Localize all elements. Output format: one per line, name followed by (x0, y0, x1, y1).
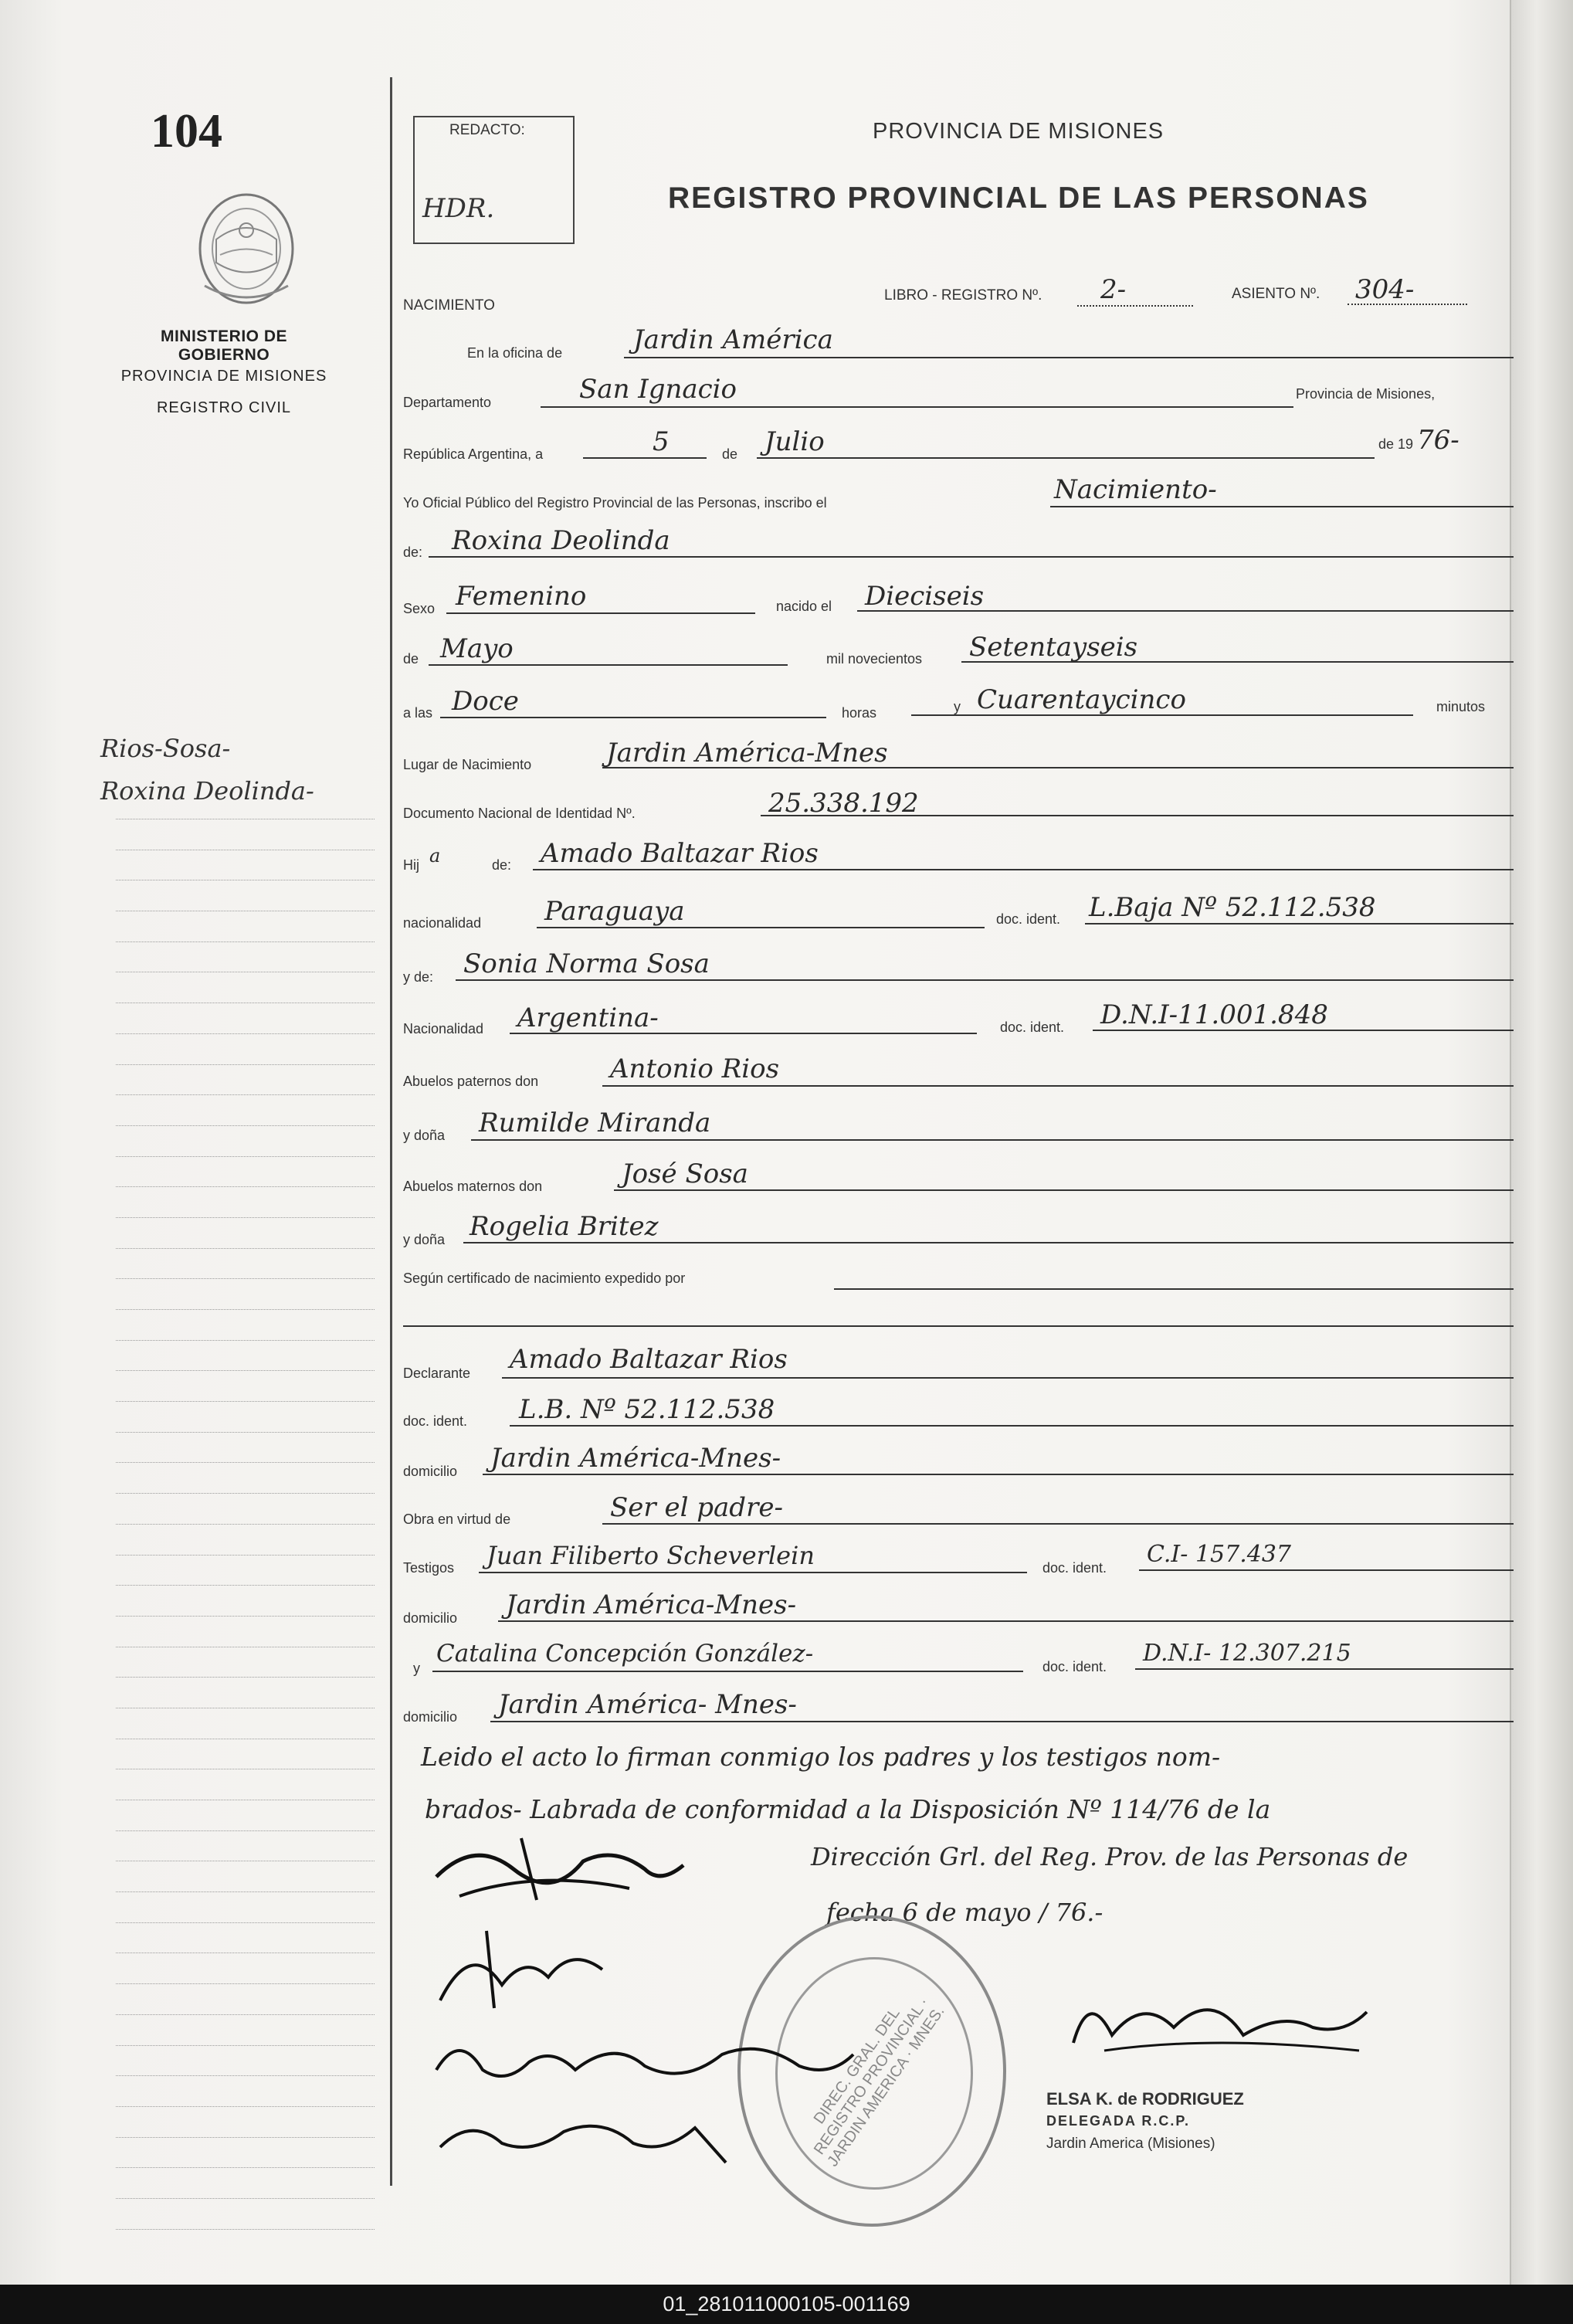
provincia-label: Provincia de Misiones, (1296, 386, 1436, 402)
nacido-label: nacido el (776, 599, 832, 614)
closing-line-2: brados- Labrada de conformidad a la Disposición Nº 114/76 de la (425, 1794, 1271, 1824)
abuela-mat-value: Rogelia Britez (470, 1211, 659, 1242)
doc-t1-value: C.I- 157.437 (1147, 1541, 1292, 1568)
dom-decl-label: domicilio (403, 1464, 458, 1479)
padre-rule (533, 869, 1514, 870)
dom-decl-value: Jardin América-Mnes- (490, 1443, 781, 1474)
nac-madre-rule (510, 1033, 977, 1034)
testigos-label: Testigos (403, 1560, 455, 1576)
obra-rule (602, 1523, 1514, 1525)
registry-heading: REGISTRO PROVINCIAL DE LAS PERSONAS (668, 182, 1369, 215)
nombre-rule (429, 556, 1514, 558)
certificado-label: Según certificado de nacimiento expedido por (403, 1271, 686, 1286)
asiento-value: 304- (1355, 274, 1415, 305)
closing-line-1: Leido el acto lo firman conmigo los padres y los testigos nom- (421, 1742, 1221, 1772)
libro-label: LIBRO - REGISTRO Nº. (884, 287, 1042, 304)
obra-label: Obra en virtud de (403, 1511, 511, 1527)
republica-label: República Argentina, a (403, 446, 544, 462)
testigo1-value: Juan Filiberto Scheverlein (486, 1541, 815, 1570)
province-heading: PROVINCIA DE MISIONES (873, 119, 1164, 144)
hijo-de-label: de: (492, 857, 512, 873)
oficina-rule (624, 357, 1514, 358)
dom-t2-rule (490, 1721, 1514, 1722)
oficina-label: En la oficina de (467, 345, 563, 361)
mes-nac-rule (429, 664, 788, 666)
dom-t1-value: Jardin América-Mnes- (506, 1589, 797, 1620)
declarante-value: Amado Baltazar Rios (510, 1344, 788, 1375)
abuelo-pat-value: Antonio Rios (610, 1053, 780, 1084)
image-caption: 01_281011000105-001169 (0, 2285, 1573, 2324)
margin-note-given-names: Roxina Deolinda- (100, 776, 314, 806)
ministry-name: MINISTERIO DE GOBIERNO (160, 327, 287, 364)
doc-t2-rule (1135, 1668, 1514, 1670)
doc-t1-label: doc. ident. (1042, 1560, 1107, 1576)
horas-label: horas (842, 705, 877, 721)
certificado-rule-2 (403, 1325, 1514, 1327)
mil-label: mil novecientos (826, 651, 923, 667)
redacto-box (413, 116, 575, 244)
sexo-label: Sexo (403, 601, 436, 616)
de-mes-label: de (403, 651, 419, 667)
dni-label: Documento Nacional de Identidad Nº. (403, 806, 636, 821)
madre-value: Sonia Norma Sosa (463, 948, 710, 979)
hora-rule (440, 717, 826, 718)
y-t2-label: y (413, 1661, 420, 1676)
ydona1-label: y doña (403, 1128, 446, 1143)
de-nombre-label: de: (403, 545, 423, 560)
sexo-value: Femenino (456, 581, 587, 612)
dom-t1-rule (498, 1620, 1514, 1622)
testigo1-rule (479, 1572, 1027, 1573)
doc-t1-rule (1139, 1569, 1514, 1571)
nac-padre-rule (537, 927, 985, 928)
ministry-registry: REGISTRO CIVIL (156, 399, 292, 416)
declarante-rule (502, 1377, 1514, 1379)
closing-line-4: fecha 6 de mayo / 76.- (826, 1898, 1103, 1927)
mes-value: Julio (764, 426, 825, 457)
ydona2-label: y doña (403, 1232, 446, 1247)
page-edge (1510, 0, 1573, 2285)
witness2-signature (429, 2024, 861, 2101)
redacto-value: HDR. (422, 193, 495, 224)
nacido-value: Dieciseis (865, 581, 985, 612)
inscribo-label: Yo Oficial Público del Registro Provincial de las Personas, inscribo el (403, 495, 827, 511)
page-number: 104 (151, 105, 222, 158)
sexo-rule (446, 612, 755, 614)
hora-value: Doce (452, 686, 519, 717)
de-label: de (722, 446, 738, 462)
departamento-label: Departamento (403, 395, 492, 410)
libro-rule (1077, 305, 1193, 307)
departamento-rule (541, 406, 1293, 408)
nombre-value: Roxina Deolinda (452, 525, 670, 556)
closing-line-3: Dirección Grl. del Reg. Prov. de las Personas de (811, 1842, 1409, 1871)
doc-t2-value: D.N.I- 12.307.215 (1143, 1640, 1351, 1667)
nac-madre-label: Nacionalidad (403, 1021, 484, 1036)
nac-madre-value: Argentina- (517, 1003, 659, 1033)
margin-divider (390, 77, 392, 2186)
mes-rule (757, 457, 1375, 459)
doc-madre-value: D.N.I-11.001.848 (1100, 999, 1328, 1030)
officer-name: ELSA K. de RODRIGUEZ (1046, 2089, 1244, 2109)
lugar-rule (602, 767, 1514, 768)
yde-label: y de: (403, 969, 434, 985)
father-signature (429, 1823, 753, 1915)
doc-madre-label: doc. ident. (1000, 1020, 1065, 1035)
doc-decl-rule (510, 1425, 1514, 1427)
asiento-rule (1348, 304, 1467, 305)
oficina-value: Jardin América (633, 324, 833, 355)
dni-value: 25.338.192 (768, 788, 919, 819)
abuelos-mat-label: Abuelos maternos don (403, 1179, 543, 1194)
nacido-rule (857, 610, 1514, 612)
nac-padre-value: Paraguaya (544, 896, 685, 927)
abuelo-mat-rule (614, 1189, 1514, 1191)
doc-decl-label: doc. ident. (403, 1413, 468, 1429)
doc-t2-label: doc. ident. (1042, 1659, 1107, 1674)
margin-ruled-lines (116, 819, 375, 2259)
dia-rule (583, 457, 707, 459)
abuela-mat-rule (463, 1242, 1514, 1243)
dni-rule (761, 815, 1514, 816)
doc-padre-value: L.Baja Nº 52.112.538 (1089, 892, 1376, 923)
departamento-value: San Ignacio (579, 374, 737, 405)
libro-value: 2- (1100, 274, 1127, 305)
inscribo-value: Nacimiento- (1054, 474, 1217, 505)
officer-title: DELEGADA R.C.P. (1046, 2113, 1191, 2129)
testigo2-value: Catalina Concepción González- (436, 1640, 814, 1668)
minutos-rule (911, 714, 1413, 716)
mother-signature (432, 2101, 757, 2170)
lugar-label: Lugar de Nacimiento (403, 757, 532, 772)
minutos-label: minutos (1436, 699, 1486, 714)
doc-decl-value: L.B. Nº 52.112.538 (519, 1394, 775, 1425)
asiento-label: ASIENTO Nº. (1232, 286, 1320, 302)
abuela-pat-value: Rumilde Miranda (479, 1108, 711, 1138)
record-type: NACIMIENTO (403, 297, 495, 314)
abuelo-mat-value: José Sosa (622, 1159, 748, 1189)
redacto-label: REDACTO: (449, 122, 525, 138)
abuelos-pat-label: Abuelos paternos don (403, 1074, 539, 1089)
seal-text: DIREC. GRAL. DEL REGISTRO PROVINCIAL · JARDIN AMERICA · MNES. (810, 1994, 948, 2170)
officer-signature (1058, 1981, 1382, 2066)
dia-value: 5 (653, 426, 670, 457)
alas-label: a las (403, 705, 433, 721)
y-label: y (954, 699, 961, 714)
ministry-province: PROVINCIA DE MISIONES (120, 368, 327, 385)
padre-value: Amado Baltazar Rios (541, 838, 819, 869)
dom-t2-value: Jardin América- Mnes- (498, 1689, 797, 1720)
nac-padre-label: nacionalidad (403, 915, 482, 931)
certificado-rule (834, 1288, 1514, 1290)
testigo2-rule (432, 1671, 1023, 1672)
dom-decl-rule (483, 1474, 1514, 1475)
mil-rule (961, 661, 1514, 663)
coat-of-arms-icon (189, 185, 303, 310)
mes-nac-value: Mayo (440, 633, 514, 664)
doc-madre-rule (1093, 1030, 1514, 1031)
anio-value: 76- (1417, 425, 1459, 456)
minutos-value: Cuarentaycinco (977, 684, 1186, 715)
obra-value: Ser el padre- (610, 1492, 783, 1523)
doc-padre-rule (1085, 923, 1514, 925)
inscribo-rule (1050, 506, 1514, 507)
anio-label: de 19 (1378, 436, 1414, 452)
hijo-suffix: a (429, 845, 441, 867)
abuelo-pat-rule (602, 1085, 1514, 1087)
doc-padre-label: doc. ident. (996, 911, 1061, 927)
mil-value: Setentayseis (969, 632, 1138, 663)
abuela-pat-rule (471, 1139, 1514, 1141)
lugar-value: Jardin América-Mnes (606, 738, 888, 768)
witness1-signature (425, 1923, 625, 2024)
hijo-label: Hij (403, 857, 419, 873)
declarante-label: Declarante (403, 1366, 471, 1381)
madre-rule (456, 979, 1514, 981)
dom-t1-label: domicilio (403, 1610, 458, 1626)
dom-t2-label: domicilio (403, 1709, 458, 1725)
officer-place: Jardin America (Misiones) (1046, 2136, 1215, 2152)
margin-note-surnames: Rios-Sosa- (100, 734, 231, 763)
